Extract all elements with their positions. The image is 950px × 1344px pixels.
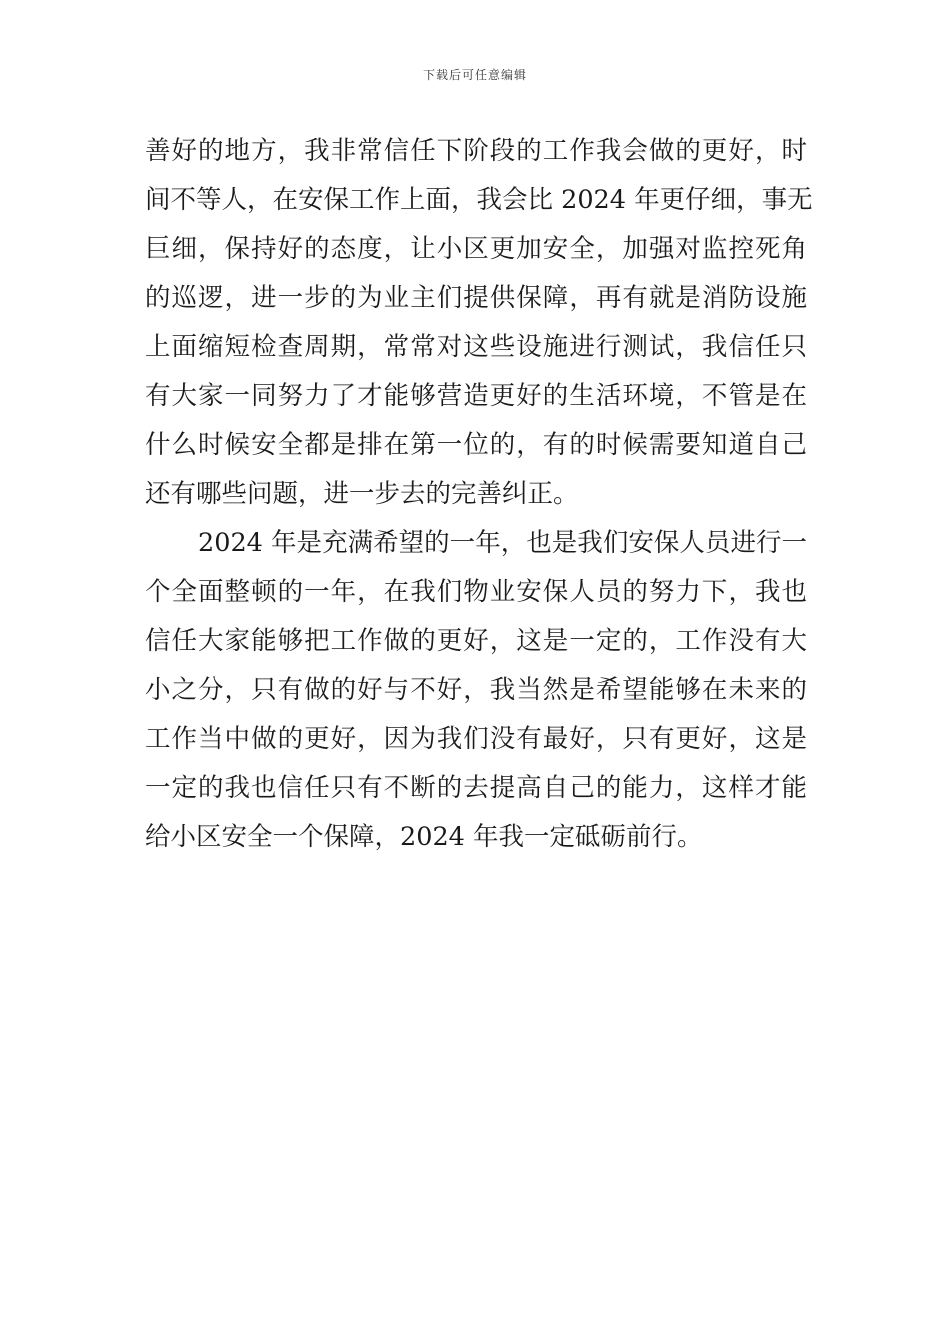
text-line: 上面缩短检查周期，常常对这些设施进行测试，我信任只 (145, 332, 807, 362)
text-line: 一定的我也信任只有不断的去提高自己的能力，这样才能 (145, 773, 807, 803)
text-line: 善好的地方，我非常信任下阶段的工作我会做的更好，时 (145, 136, 807, 166)
text-line: 的巡逻，进一步的为业主们提供保障，再有就是消防设施 (145, 283, 807, 313)
body-text (145, 127, 813, 862)
text-line: 个全面整顿的一年，在我们物业安保人员的努力下，我也 (145, 577, 807, 607)
text-line: 间不等人，在安保工作上面，我会比 2024 年更仔细，事无 (145, 185, 813, 215)
header-note: 下载后可任意编辑 (422, 68, 527, 82)
text-line: 还有哪些问题，进一步去的完善纠正。 (145, 479, 579, 509)
text-line: 工作当中做的更好，因为我们没有最好，只有更好，这是 (145, 724, 807, 754)
paragraph-2 (145, 519, 807, 862)
text-line: 小之分，只有做的好与不好，我当然是希望能够在未来的 (145, 675, 807, 705)
paragraph-1 (145, 127, 813, 519)
text-line: 什么时候安全都是排在第一位的，有的时候需要知道自己 (145, 430, 807, 460)
text-line: 巨细，保持好的态度，让小区更加安全，加强对监控死角 (145, 234, 807, 264)
text-line: 有大家一同努力了才能够营造更好的生活环境，不管是在 (145, 381, 807, 411)
text-line: 信任大家能够把工作做的更好，这是一定的，工作没有大 (145, 626, 807, 656)
text-line: 2024 年是充满希望的一年，也是我们安保人员进行一 (198, 528, 807, 558)
text-line: 给小区安全一个保障，2024 年我一定砥砺前行。 (145, 822, 703, 852)
